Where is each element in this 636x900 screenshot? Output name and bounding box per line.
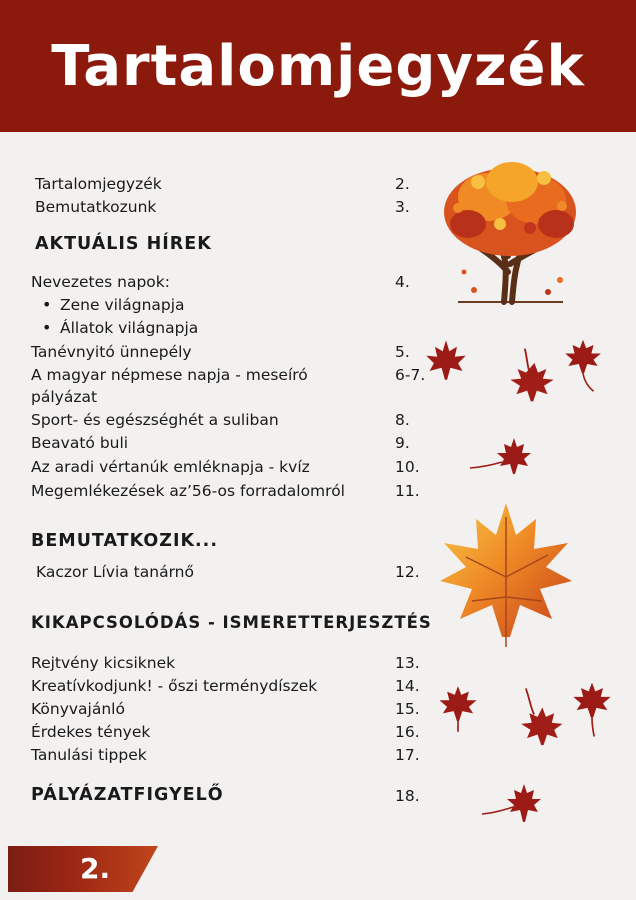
maple-leaf-icon bbox=[508, 346, 556, 404]
toc-item-label: Könyvajánló bbox=[31, 700, 125, 718]
maple-leaf-icon bbox=[570, 680, 614, 738]
toc-item-label: Érdekes tények bbox=[31, 723, 151, 741]
toc-item-label: Megemlékezések az’56-os forradalomról bbox=[31, 482, 345, 500]
toc-item-label: A magyar népmese napja - meseíró bbox=[31, 366, 308, 384]
toc-item-page: 16. bbox=[395, 723, 420, 741]
tree-crown-shadow bbox=[450, 210, 486, 238]
toc-item-page: 18. bbox=[395, 787, 420, 805]
toc-item-label: Kreatívkodjunk! - őszi terménydíszek bbox=[31, 677, 318, 695]
maple-leaf-icon bbox=[480, 780, 544, 832]
tree-crown-highlight bbox=[486, 162, 538, 202]
toc-item-page: 4. bbox=[395, 273, 410, 291]
maple-leaf-icon bbox=[436, 684, 480, 734]
toc-item-page: 12. bbox=[395, 563, 420, 581]
toc-sub-row[interactable] bbox=[0, 317, 636, 339]
toc-item-label: Nevezetes napok: bbox=[31, 273, 170, 291]
page-title: Tartalomjegyzék bbox=[51, 33, 585, 99]
header-banner bbox=[0, 0, 636, 132]
section-heading-introduces: BEMUTATKOZIK... bbox=[31, 531, 218, 551]
toc-row[interactable] bbox=[0, 456, 636, 478]
toc-item-page: 10. bbox=[395, 458, 420, 476]
maple-leaf-icon bbox=[468, 434, 534, 484]
toc-item-page: 2. bbox=[395, 175, 410, 193]
toc-item-page: 3. bbox=[395, 198, 410, 216]
toc-sub-item-label: • Állatok világnapja bbox=[60, 317, 198, 339]
toc-row[interactable] bbox=[0, 409, 636, 431]
toc-item-label: Tanulási tippek bbox=[31, 746, 147, 764]
toc-item-label: Beavató buli bbox=[31, 434, 129, 452]
toc-item-label-continued: pályázat bbox=[31, 388, 98, 406]
toc-item-label: Tanévnyitó ünnepély bbox=[31, 343, 192, 361]
page-number: 2. bbox=[80, 852, 111, 885]
toc-item-page: 8. bbox=[395, 411, 410, 429]
maple-leaf-icon bbox=[424, 338, 468, 382]
tree-crown-shadow bbox=[538, 210, 574, 238]
toc-item-page: 15. bbox=[395, 700, 420, 718]
toc-item-label: Bemutatkozunk bbox=[35, 198, 157, 216]
autumn-tree-illustration bbox=[438, 152, 583, 312]
toc-item-page: 17. bbox=[395, 746, 420, 764]
toc-item-page: 11. bbox=[395, 482, 420, 500]
toc-item-page: 14. bbox=[395, 677, 420, 695]
toc-row[interactable] bbox=[0, 652, 636, 674]
section-heading-relax: KIKAPCSOLÓDÁS - ISMERETTERJESZTÉS bbox=[31, 613, 432, 632]
toc-sub-item-label: • Zene világnapja bbox=[60, 294, 185, 316]
toc-item-label: Sport- és egészséghét a suliban bbox=[31, 411, 279, 429]
toc-item-label: Az aradi vértanúk emléknapja - kvíz bbox=[31, 458, 310, 476]
section-heading-news: AKTUÁLIS HÍREK bbox=[35, 234, 212, 254]
toc-item-page: 5. bbox=[395, 343, 410, 361]
maple-leaf-icon bbox=[514, 686, 566, 750]
maple-leaf-icon bbox=[562, 336, 604, 394]
large-maple-leaf-illustration bbox=[436, 497, 576, 655]
toc-item-page: 6-7. bbox=[395, 366, 426, 384]
toc-row[interactable] bbox=[0, 432, 636, 454]
toc-item-label: Tartalomjegyzék bbox=[35, 175, 162, 193]
toc-item-page: 9. bbox=[395, 434, 410, 452]
toc-item-label: Rejtvény kicsiknek bbox=[31, 654, 176, 672]
section-heading-contest: PÁLYÁZATFIGYELŐ bbox=[31, 785, 224, 805]
toc-item-page: 13. bbox=[395, 654, 420, 672]
toc-item-label: Kaczor Lívia tanárnő bbox=[36, 563, 194, 581]
